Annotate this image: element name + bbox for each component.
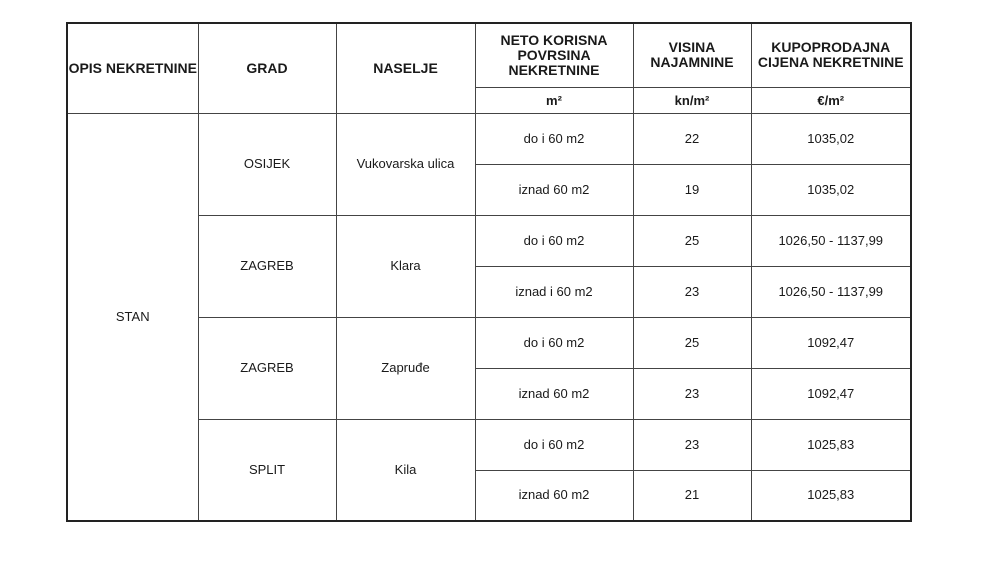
header-najamnina: VISINA NAJAMNINE [633,23,751,87]
grad-cell: SPLIT [198,419,336,521]
najamnina-cell: 21 [633,470,751,521]
cijena-cell: 1026,50 - 1137,99 [751,266,911,317]
cijena-cell: 1092,47 [751,368,911,419]
naselje-cell: Kila [336,419,475,521]
povrsina-cell: do i 60 m2 [475,317,633,368]
cijena-cell: 1035,02 [751,164,911,215]
opis-cell: STAN [67,113,198,521]
header-cijena: KUPOPRODAJNA CIJENA NEKRETNINE [751,23,911,87]
najamnina-cell: 23 [633,419,751,470]
cijena-cell: 1026,50 - 1137,99 [751,215,911,266]
naselje-cell: Zapruđe [336,317,475,419]
grad-cell: ZAGREB [198,317,336,419]
najamnina-cell: 22 [633,113,751,164]
header-povrsina: NETO KORISNA POVRSINA NEKRETNINE [475,23,633,87]
povrsina-cell: iznad 60 m2 [475,164,633,215]
najamnina-cell: 19 [633,164,751,215]
najamnina-cell: 25 [633,317,751,368]
povrsina-cell: do i 60 m2 [475,215,633,266]
naselje-cell: Vukovarska ulica [336,113,475,215]
grad-cell: OSIJEK [198,113,336,215]
unit-cijena: €/m² [751,87,911,113]
grad-cell: ZAGREB [198,215,336,317]
povrsina-cell: iznad 60 m2 [475,368,633,419]
cijena-cell: 1035,02 [751,113,911,164]
property-price-table [66,22,912,522]
table-row [67,113,911,164]
cijena-cell: 1025,83 [751,470,911,521]
cijena-cell: 1092,47 [751,317,911,368]
povrsina-cell: iznad 60 m2 [475,470,633,521]
unit-povrsina: m² [475,87,633,113]
najamnina-cell: 23 [633,368,751,419]
povrsina-cell: iznad i 60 m2 [475,266,633,317]
najamnina-cell: 25 [633,215,751,266]
unit-najamnina: kn/m² [633,87,751,113]
cijena-cell: 1025,83 [751,419,911,470]
header-grad: GRAD [198,23,336,113]
header-opis: OPIS NEKRETNINE [67,23,198,113]
naselje-cell: Klara [336,215,475,317]
najamnina-cell: 23 [633,266,751,317]
povrsina-cell: do i 60 m2 [475,419,633,470]
povrsina-cell: do i 60 m2 [475,113,633,164]
header-naselje: NASELJE [336,23,475,113]
